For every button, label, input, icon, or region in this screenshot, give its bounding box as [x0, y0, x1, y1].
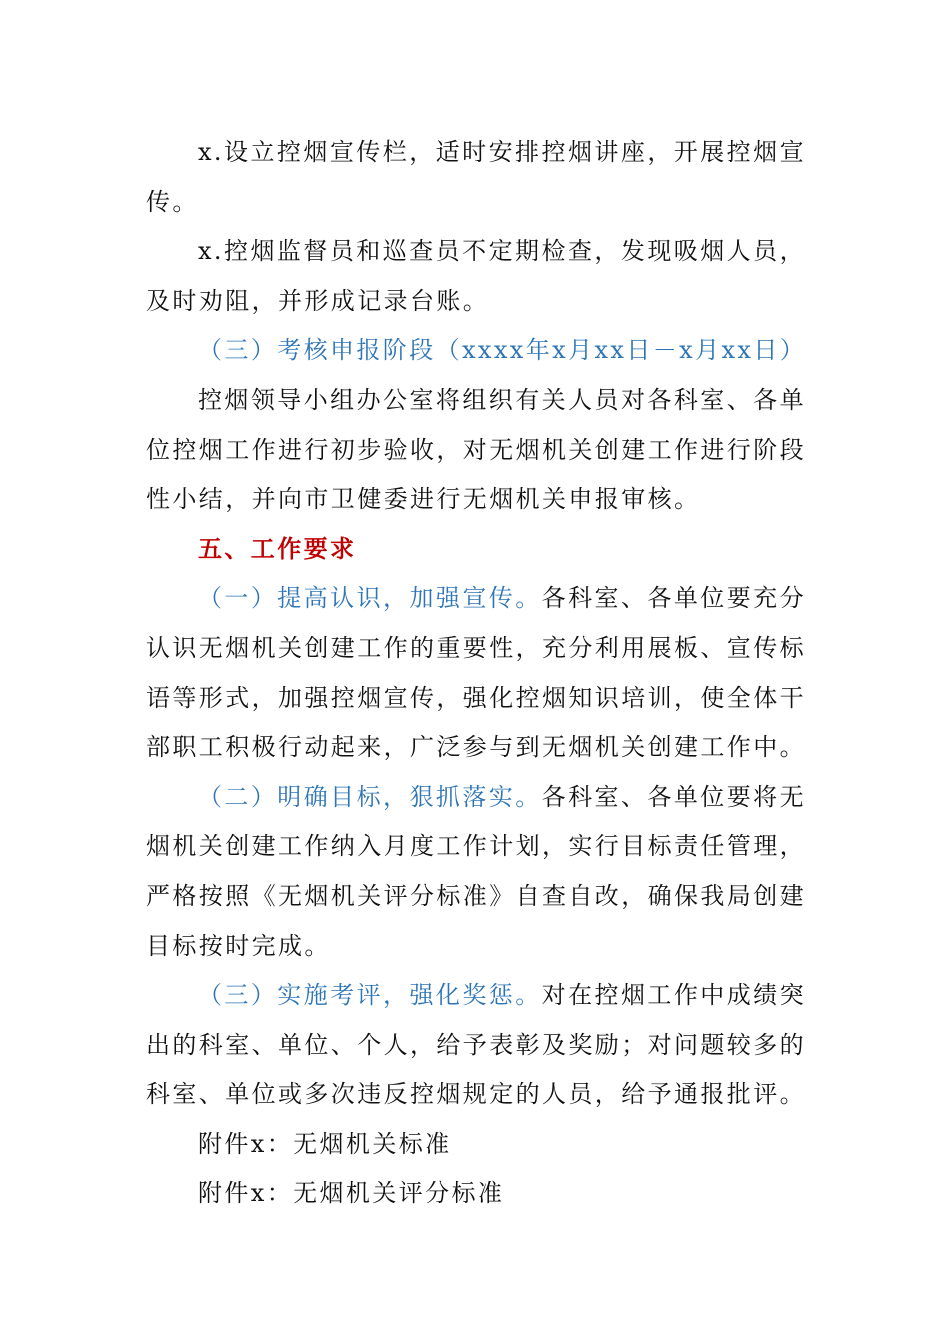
- stage-3-body: 控烟领导小组办公室将组织有关人员对各科室、各单位控烟工作进行初步验收，对无烟机关创建工作进行阶段性小结，并向市卫健委进行无烟机关申报审核。: [146, 385, 806, 514]
- requirement-1-body: 各科室、各单位要充分认识无烟机关创建工作的重要性，充分利用展板、宣传标语等形式，加强控烟宣传，强化控烟知识培训，使全体干部职工积极行动起来，广泛参与到无烟机关创建工作中。: [146, 584, 806, 762]
- attachment-1: 附件x：无烟机关标准: [198, 1129, 452, 1158]
- requirement-1: [146, 574, 806, 772]
- requirement-2-title: （二）明确目标，狠抓落实。: [198, 782, 542, 811]
- requirement-3: [146, 971, 806, 1120]
- requirement-2: [146, 773, 806, 971]
- attachment-2: 附件x：无烟机关评分标准: [198, 1179, 505, 1208]
- stage-3-heading: （三）考核申报阶段（xxxx年x月xx日－x月xx日）: [198, 336, 807, 365]
- item-inspection: x.控烟监督员和巡查员不定期检查，发现吸烟人员，及时劝阻，并形成记录台账。: [146, 237, 806, 315]
- requirement-3-body: 对在控烟工作中成绩突出的科室、单位、个人，给予表彰及奖励；对问题较多的科室、单位或多次违反控烟规定的人员，给予通报批评。: [146, 981, 806, 1109]
- document-body: [146, 128, 806, 1219]
- requirement-1-title: （一）提高认识，加强宣传。: [198, 584, 542, 613]
- section-5-heading: 五、工作要求: [198, 534, 357, 563]
- requirement-2-body: 各科室、各单位要将无烟机关创建工作纳入月度工作计划，实行目标责任管理，严格按照《无烟机关评分标准》自查自改，确保我局创建目标按时完成。: [146, 782, 806, 960]
- requirement-3-title: （三）实施考评，强化奖惩。: [198, 981, 542, 1010]
- item-propaganda: x.设立控烟宣传栏，适时安排控烟讲座，开展控烟宣传。: [146, 138, 806, 216]
